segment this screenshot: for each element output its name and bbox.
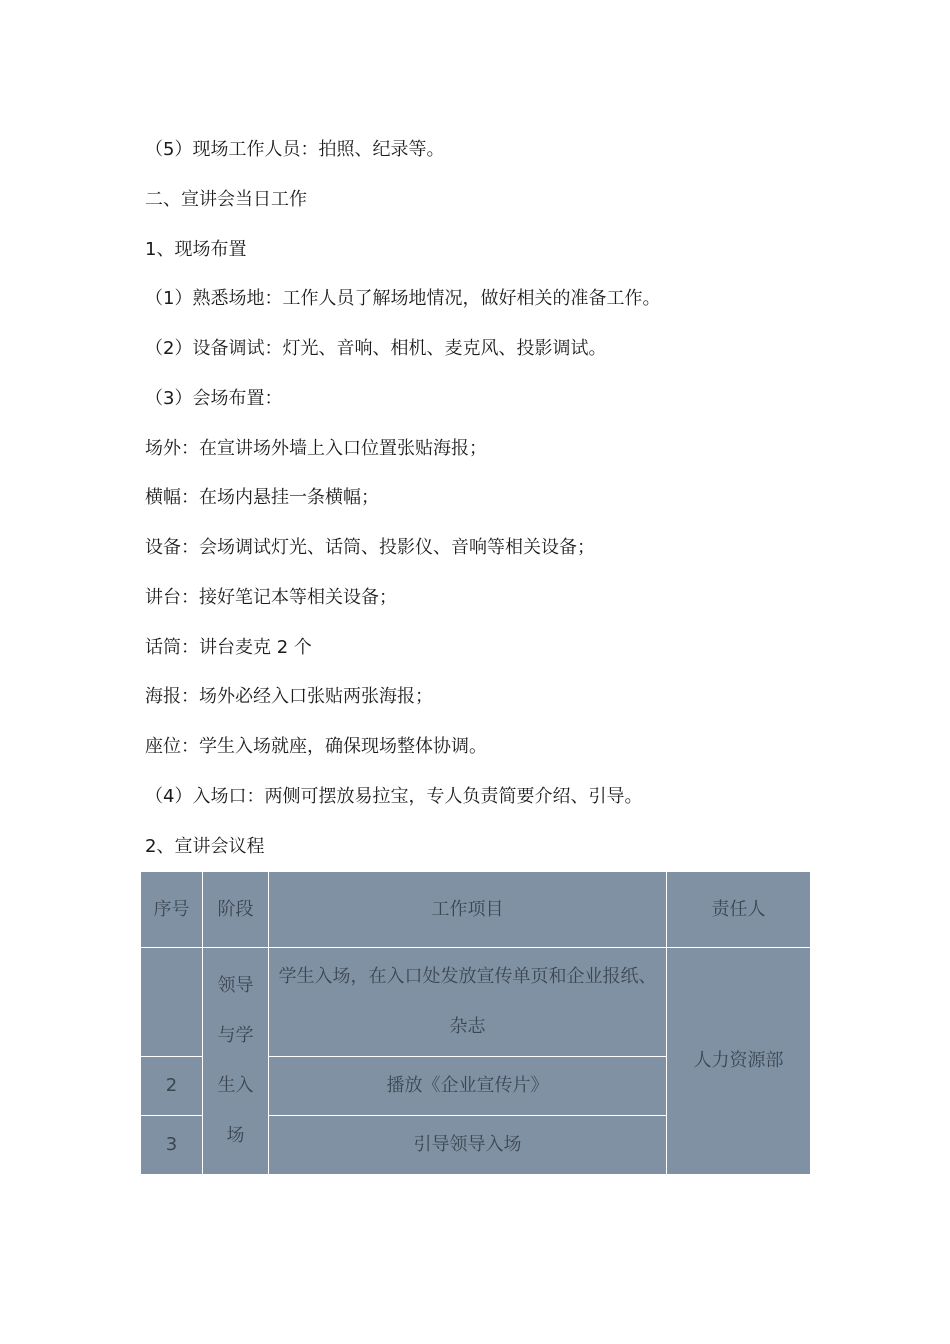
paragraph-item-2: （2）设备调试：灯光、音响、相机、麦克风、投影调试。	[145, 338, 607, 359]
paragraph-podium: 讲台：接好笔记本等相关设备；	[145, 587, 397, 608]
paragraph-poster: 海报：场外必经入口张贴两张海报；	[145, 686, 433, 707]
header-owner: 责任人	[667, 872, 811, 948]
table-row	[141, 948, 811, 1057]
header-number: 序号	[141, 872, 203, 948]
row-number	[141, 948, 203, 1057]
paragraph-item-3: （3）会场布置：	[145, 388, 283, 409]
subheading-agenda: 2、宣讲会议程	[145, 836, 265, 857]
paragraph-item-4: （4）入场口：两侧可摆放易拉宝，专人负责简要介绍、引导。	[145, 786, 643, 807]
agenda-table	[140, 871, 811, 1175]
owner-cell: 人力资源部	[667, 948, 811, 1175]
row-number: 2	[141, 1057, 203, 1116]
row-task: 播放《企业宣传片》	[269, 1057, 667, 1116]
paragraph-item-5: （5）现场工作人员：拍照、纪录等。	[145, 139, 445, 160]
row-task: 学生入场，在入口处发放宣传单页和企业报纸、杂志	[269, 948, 667, 1057]
paragraph-banner: 横幅：在场内悬挂一条横幅；	[145, 487, 379, 508]
paragraph-item-1: （1）熟悉场地：工作人员了解场地情况，做好相关的准备工作。	[145, 288, 661, 309]
paragraph-microphone: 话筒：讲台麦克 2 个	[145, 637, 312, 658]
paragraph-seating: 座位：学生入场就座，确保现场整体协调。	[145, 736, 487, 757]
paragraph-outside: 场外：在宣讲场外墙上入口位置张贴海报；	[145, 438, 487, 459]
paragraph-equipment: 设备：会场调试灯光、话筒、投影仪、音响等相关设备；	[145, 537, 595, 558]
stage-cell: 领导与学生入场	[203, 948, 269, 1175]
header-stage: 阶段	[203, 872, 269, 948]
row-number: 3	[141, 1116, 203, 1175]
section-heading-day-work: 二、宣讲会当日工作	[145, 189, 307, 210]
header-task: 工作项目	[269, 872, 667, 948]
subheading-site-setup: 1、现场布置	[145, 239, 247, 260]
row-task: 引导领导入场	[269, 1116, 667, 1175]
table-header-row	[141, 872, 811, 948]
